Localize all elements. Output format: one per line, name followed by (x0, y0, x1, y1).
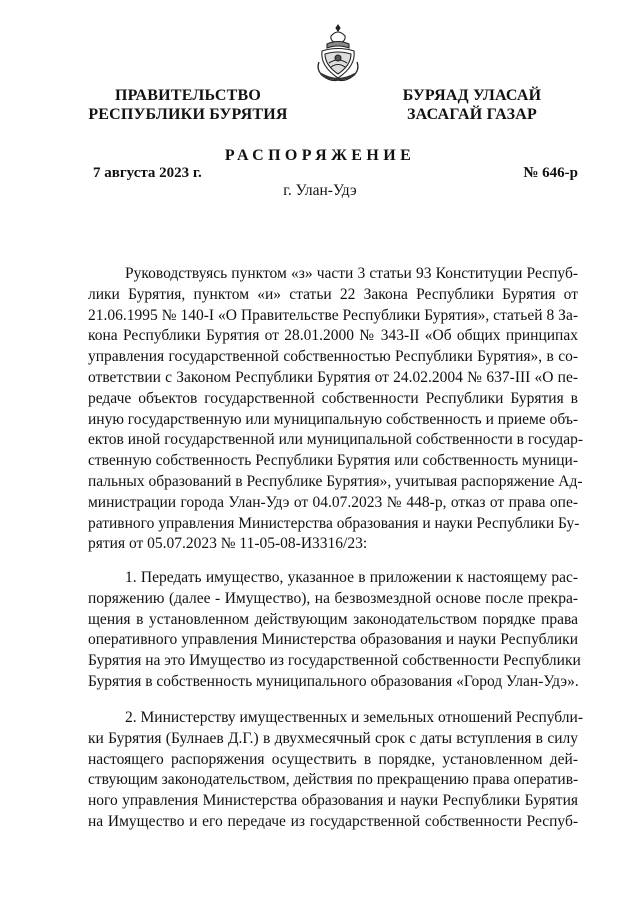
text-line: оперативного управления Министерства образования и науки Республики (88, 631, 578, 649)
text-line: щения в установленном действующим законодательством порядке права (88, 610, 578, 628)
text-line: поряжению (далее - Имущество), на безвозмездной основе после прекра- (88, 589, 578, 607)
org-line: ЗАСАГАЙ ГАЗАР (407, 106, 537, 123)
text-line: управления государственной собственностью Республики Бурятия», в со- (88, 348, 578, 366)
org-line: БУРЯАД УЛАСАЙ (402, 87, 542, 104)
item-1-paragraph (88, 568, 581, 693)
text-line: 1. Передать имущество, указанное в приложении к настоящему рас- (125, 569, 578, 586)
document-date: 7 августа 2023 г. (93, 165, 202, 181)
text-line: пальных образований в Республике Бурятия», учитывая распоряжение Ад- (88, 472, 583, 490)
document-title: РАСПОРЯЖЕНИЕ (224, 147, 416, 164)
text-line: на Имущество и его передаче из государственной собственности Респуб- (88, 812, 578, 830)
text-line: редаче объектов государственной собственности Республики Бурятия в (88, 389, 578, 407)
coat-of-arms-icon (313, 22, 363, 84)
government-name-russian (88, 86, 288, 124)
item-2-paragraph (88, 708, 583, 833)
text-line: ствующим законодательством, действия по прекращению права оператив- (88, 771, 579, 789)
text-line: Бурятия в собственность муниципального образования «Город Улан-Удэ». (88, 672, 579, 690)
text-line: кона Республики Бурятия от 28.01.2000 № 343-II «Об общих принципах (88, 327, 578, 345)
text-line: рятия от 05.07.2023 № 11-05-08-И3316/23: (88, 535, 368, 553)
text-line: ки Бурятия (Булнаев Д.Г.) в двухмесячный срок с даты вступления в силу (88, 729, 578, 747)
document-city: г. Улан-Удэ (283, 182, 357, 199)
document-number: № 646-р (523, 165, 578, 181)
text-line: ответствии с Законом Республики Бурятия от 24.02.2004 № 637-III «О пе- (88, 368, 578, 386)
preamble-paragraph (88, 264, 584, 555)
text-line: 21.06.1995 № 140-I «О Правительстве Республики Бурятия», статьей 8 За- (88, 306, 578, 324)
text-line: ного управления Министерства образования и науки Республики Бурятия (88, 792, 578, 810)
text-line: ектов иной государственной или муниципальной собственности в государ- (88, 431, 584, 449)
org-line: ПРАВИТЕЛЬСТВО (114, 87, 262, 104)
org-line: РЕСПУБЛИКИ БУРЯТИЯ (88, 106, 288, 123)
text-line: Руководствуясь пунктом «з» части 3 статьи 93 Конституции Респуб- (125, 265, 578, 282)
text-line: лики Бурятия, пунктом «и» статьи 22 Закона Республики Бурятия от (88, 285, 578, 303)
text-line: 2. Министерству имущественных и земельных отношений Республи- (125, 709, 583, 726)
government-name-buryat (388, 86, 556, 124)
text-line: ративного управления Министерства образования и науки Республики Бу- (88, 514, 580, 532)
text-line: министрации города Улан-Удэ от 04.07.2023 № 448-р, отказ от права опе- (88, 493, 578, 511)
text-line: настоящего распоряжения осуществить в порядке, установленном дей- (88, 750, 578, 768)
text-line: ственную собственность Республики Бурятия или собственность муници- (88, 452, 578, 470)
text-line: иную государственную или муниципальную собственность и приеме объ- (88, 410, 578, 428)
text-line: Бурятия на это Имущество из государственной собственности Республики (88, 652, 581, 670)
